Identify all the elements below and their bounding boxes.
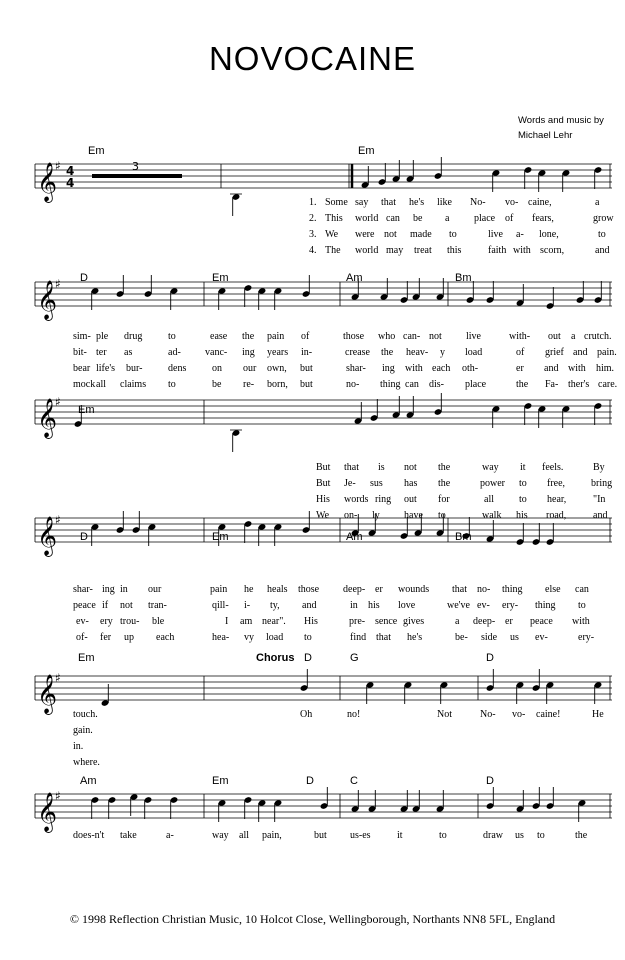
lyric-syllable: re- [243, 379, 255, 390]
lyric-syllable: His [316, 494, 330, 505]
lyric-syllable: free, [547, 478, 566, 489]
chord-symbol: D [306, 775, 314, 787]
lyric-syllable: we've [447, 600, 470, 611]
lyric-syllable: drug [124, 331, 143, 342]
lyric-syllable: deep- [343, 584, 366, 595]
lyric-syllable: touch. [73, 709, 98, 720]
lyric-syllable: tran- [148, 600, 167, 611]
lyric-syllable: thing [535, 600, 556, 611]
time-signature-bottom: 4 [66, 176, 75, 190]
chord-symbol: G [350, 652, 359, 664]
lyric-syllable: be [212, 379, 222, 390]
lyric-syllable: thing [380, 379, 401, 390]
lyric-syllable: made [410, 229, 432, 240]
lyric-syllable: ev- [535, 632, 548, 643]
lyric-syllable: shar- [73, 584, 93, 595]
lyric-syllable: treat [414, 245, 432, 256]
lyric-syllable: and [573, 347, 588, 358]
lyric-syllable: has [404, 478, 418, 489]
lyric-syllable: it [520, 462, 526, 473]
lyric-syllable: be [413, 213, 423, 224]
lyric-syllable: those [343, 331, 365, 342]
lyric-syllable: the [242, 331, 255, 342]
lyric-syllable: to [439, 830, 447, 841]
lyric-syllable: with [513, 245, 531, 256]
lyric-syllable: with [405, 363, 423, 374]
lyric-syllable: er [516, 363, 524, 374]
lyric-syllable: no! [347, 709, 361, 720]
chord-symbol: D [304, 652, 312, 664]
sharp-icon: ♯ [55, 159, 61, 173]
lyric-syllable: be- [455, 632, 468, 643]
lyric-syllable: ad- [168, 347, 181, 358]
song-title: NOVOCAINE [208, 40, 417, 77]
lyric-syllable: does-n't [73, 830, 105, 841]
lyric-syllable: I [225, 616, 229, 627]
lyric-syllable: pain. [597, 347, 617, 358]
lyric-syllable: that [344, 462, 359, 473]
lyric-syllable: take [120, 830, 137, 841]
lyric-syllable: place [465, 379, 487, 390]
sharp-icon: ♯ [55, 513, 61, 527]
lyric-syllable: all [239, 830, 249, 841]
lyric-syllable: ery [100, 616, 113, 627]
lyric-syllable: love [398, 600, 416, 611]
lyric-syllable: ing [382, 363, 395, 374]
lyric-syllable: 3. [309, 229, 317, 240]
lyric-syllable: a- [516, 229, 524, 240]
lyric-syllable: to [168, 379, 176, 390]
lyric-syllable: heav- [406, 347, 429, 358]
chord-symbol: D [486, 775, 494, 787]
lyric-syllable: bur- [126, 363, 143, 374]
lyric-syllable: a [445, 213, 450, 224]
lyric-syllable: it [397, 830, 403, 841]
lyric-syllable: with [568, 363, 586, 374]
lyric-syllable: ery- [502, 600, 519, 611]
lyric-syllable: for [438, 494, 450, 505]
lyric-syllable: a [455, 616, 460, 627]
lyric-syllable: the [575, 830, 588, 841]
chord-symbol: Bm [455, 272, 472, 284]
lyric-syllable: ther's [568, 379, 590, 390]
credit-line: Words and music by [518, 115, 604, 126]
lyric-syllable: in [120, 584, 128, 595]
lyric-syllable: His [304, 616, 318, 627]
chord-symbol: Em [78, 404, 95, 416]
lyric-syllable: er [505, 616, 513, 627]
time-signature-top: 4 [66, 164, 75, 178]
treble-clef-icon: 𝄞 [37, 162, 58, 202]
lyric-syllable: not [384, 229, 397, 240]
lyric-syllable: he [244, 584, 254, 595]
lyric-syllable: sus [370, 478, 383, 489]
lyric-syllable: that [381, 197, 396, 208]
chord-symbol: Am [346, 272, 363, 284]
lyric-syllable: is [378, 462, 385, 473]
copyright-notice: © 1998 Reflection Christian Music, 10 Holcot Close, Wellingborough, Northants NN8 5FL, England [69, 912, 556, 926]
chord-symbol: Em [358, 145, 375, 157]
lyric-syllable: He [592, 709, 604, 720]
lyric-syllable: if [102, 600, 109, 611]
chord-symbol: Em [212, 272, 229, 284]
lyric-syllable: but [300, 379, 313, 390]
lyric-syllable: pre- [349, 616, 366, 627]
lyric-syllable: pain [267, 331, 285, 342]
lyric-syllable: ease [210, 331, 228, 342]
chord-symbol: Em [212, 531, 229, 543]
lyric-syllable: power [480, 478, 505, 489]
lyric-syllable: own, [267, 363, 287, 374]
chord-symbol: Bm [455, 531, 472, 543]
lyric-syllable: feels. [542, 462, 564, 473]
lyric-syllable: The [325, 245, 341, 256]
lyric-syllable: in [350, 600, 358, 611]
lyric-syllable: those [298, 584, 320, 595]
lyric-syllable: ring [375, 494, 392, 505]
lyric-syllable: all [96, 379, 106, 390]
lyric-syllable: can [386, 213, 400, 224]
lyric-syllable: a- [166, 830, 174, 841]
lyric-syllable: of [301, 331, 310, 342]
lyric-syllable: fears, [532, 213, 554, 224]
lyric-syllable: grief [545, 347, 564, 358]
lyric-syllable: on [212, 363, 222, 374]
lyric-syllable: grow [593, 213, 614, 224]
lyric-syllable: with- [509, 331, 531, 342]
lyric-syllable: that [452, 584, 467, 595]
lyric-syllable: ter [96, 347, 107, 358]
lyric-syllable: ple [96, 331, 109, 342]
lyric-syllable: peace [530, 616, 553, 627]
sharp-icon: ♯ [55, 395, 61, 409]
lyric-syllable: years [267, 347, 289, 358]
lyric-syllable: ery- [578, 632, 595, 643]
lyric-syllable: crutch. [584, 331, 612, 342]
lyric-syllable: load [465, 347, 483, 358]
lyric-syllable: ing [242, 347, 255, 358]
chord-symbol: Am [346, 531, 363, 543]
lyric-syllable: his [516, 510, 528, 521]
treble-clef-icon: 𝄞 [37, 792, 58, 832]
lyric-syllable: caine, [528, 197, 552, 208]
lyric-syllable: born, [267, 379, 288, 390]
lyric-syllable: our [243, 363, 257, 374]
lyric-syllable: were [355, 229, 375, 240]
lyric-syllable: that [376, 632, 391, 643]
lyric-syllable: up [124, 632, 134, 643]
lyric-syllable: Not [437, 709, 452, 720]
lyric-syllable: claims [120, 379, 147, 390]
lyric-syllable: ly [372, 510, 380, 521]
lyric-syllable: er [375, 584, 383, 595]
lyric-syllable: each [432, 363, 451, 374]
lyric-syllable: Je- [344, 478, 356, 489]
lyric-syllable: to [519, 478, 527, 489]
lyric-syllable: ing [102, 584, 115, 595]
lyric-syllable: We [325, 229, 339, 240]
lyric-syllable: to [304, 632, 312, 643]
treble-clef-icon: 𝄞 [37, 398, 58, 438]
chord-symbol: Em [212, 775, 229, 787]
treble-clef-icon: 𝄞 [37, 674, 58, 714]
lyric-syllable: No- [470, 197, 486, 208]
lyric-syllable: who [378, 331, 396, 342]
chord-symbol: D [80, 531, 88, 543]
lyric-syllable: else [545, 584, 561, 595]
lyric-syllable: in. [73, 741, 84, 752]
lyric-syllable: load [266, 632, 284, 643]
lyric-syllable: caine! [536, 709, 561, 720]
lyric-syllable: not [404, 462, 417, 473]
sharp-icon: ♯ [55, 789, 61, 803]
lyric-syllable: gain. [73, 725, 93, 736]
lyric-syllable: bring [591, 478, 613, 489]
sharp-icon: ♯ [55, 671, 61, 685]
lyric-syllable: not [120, 600, 133, 611]
lyric-syllable: in- [301, 347, 313, 358]
lyric-syllable: pain [210, 584, 228, 595]
lyric-syllable: to [438, 510, 446, 521]
lyric-syllable: to [537, 830, 545, 841]
lyric-syllable: "In [593, 494, 606, 505]
lyric-syllable: faith [488, 245, 507, 256]
lyric-syllable: vanc- [205, 347, 228, 358]
lyric-syllable: no- [346, 379, 360, 390]
lyric-syllable: us [515, 830, 524, 841]
lyric-syllable: us [510, 632, 519, 643]
lyric-syllable: life's [96, 363, 116, 374]
lyric-syllable: can [575, 584, 589, 595]
chord-symbol: D [486, 652, 494, 664]
chord-symbol: Am [80, 775, 97, 787]
lyric-syllable: trou- [120, 616, 140, 627]
lyric-syllable: hea- [212, 632, 230, 643]
lyric-syllable: i- [244, 600, 251, 611]
lyric-syllable: live [466, 331, 481, 342]
credit-line: Michael Lehr [518, 130, 573, 141]
lyric-syllable: vy [244, 632, 254, 643]
lyric-syllable: the [381, 347, 394, 358]
lyric-syllable: to [519, 494, 527, 505]
lyric-syllable: ty, [270, 600, 280, 611]
chord-symbol: D [80, 272, 88, 284]
lyric-syllable: live [488, 229, 503, 240]
lyric-syllable: By [593, 462, 605, 473]
chorus-label: Chorus [256, 652, 295, 664]
lyric-syllable: dens [168, 363, 187, 374]
lyric-syllable: wounds [398, 584, 430, 595]
lyric-syllable: out [404, 494, 417, 505]
lyric-syllable: crease [345, 347, 370, 358]
lyric-syllable: where. [73, 757, 100, 768]
lyric-syllable: each [156, 632, 175, 643]
lyric-syllable: vo- [512, 709, 526, 720]
lyric-syllable: draw [483, 830, 503, 841]
lyric-syllable: him. [596, 363, 615, 374]
lyric-syllable: but [314, 830, 327, 841]
chord-symbol: Em [88, 145, 105, 157]
lyric-syllable: heals [267, 584, 288, 595]
lyric-syllable: bear [73, 363, 91, 374]
lyric-syllable: like [437, 197, 452, 208]
lyric-syllable: and [302, 600, 317, 611]
lyric-syllable: all [484, 494, 494, 505]
lyric-syllable: of- [76, 632, 88, 643]
lyric-syllable: with [572, 616, 590, 627]
lyric-syllable: fer [100, 632, 112, 643]
lyric-syllable: no- [477, 584, 491, 595]
lyric-syllable: to [578, 600, 586, 611]
lyric-syllable: can- [403, 331, 421, 342]
lyric-syllable: Oh [300, 709, 313, 720]
lyric-syllable: ev- [76, 616, 89, 627]
lyric-syllable: We [316, 510, 330, 521]
lyric-syllable: dis- [429, 379, 444, 390]
lyric-syllable: am [240, 616, 253, 627]
lyric-syllable: peace [73, 600, 96, 611]
lyric-syllable: near". [262, 616, 286, 627]
lyric-syllable: to [449, 229, 457, 240]
lyric-syllable: and [544, 363, 559, 374]
lyric-syllable: ble [152, 616, 165, 627]
lyric-syllable: qill- [212, 600, 229, 611]
lyric-syllable: may [386, 245, 404, 256]
lyric-syllable: This [325, 213, 343, 224]
lyric-syllable: way [212, 830, 229, 841]
lyric-syllable: to [168, 331, 176, 342]
lyric-syllable: say [355, 197, 369, 208]
lyric-syllable: deep- [473, 616, 496, 627]
lyric-syllable: our [148, 584, 162, 595]
lyric-syllable: gives [403, 616, 425, 627]
lyric-syllable: 2. [309, 213, 317, 224]
lyric-syllable: of [516, 347, 525, 358]
lyric-syllable: 4. [309, 245, 317, 256]
lyric-syllable: care. [598, 379, 618, 390]
lyric-syllable: walk [482, 510, 502, 521]
lyric-syllable: pain, [262, 830, 282, 841]
lyric-syllable: sim- [73, 331, 91, 342]
lyric-syllable: vo- [505, 197, 519, 208]
lyric-syllable: as [124, 347, 133, 358]
multimeasure-rest [92, 174, 182, 178]
multirest-count: 3 [132, 160, 139, 173]
lyric-syllable: can [405, 379, 419, 390]
lyric-syllable: this [447, 245, 462, 256]
lyric-syllable: ev- [477, 600, 490, 611]
lyric-syllable: to [598, 229, 606, 240]
lyric-syllable: he's [407, 632, 423, 643]
sharp-icon: ♯ [55, 277, 61, 291]
lyric-syllable: on- [344, 510, 358, 521]
lyric-syllable: the [438, 478, 451, 489]
lyric-syllable: side [481, 632, 498, 643]
lyric-syllable: the [438, 462, 451, 473]
lyric-syllable: thing [502, 584, 523, 595]
treble-clef-icon: 𝄞 [37, 516, 58, 556]
lyric-syllable: world [355, 245, 379, 256]
lyric-syllable: scorn, [540, 245, 565, 256]
lyric-syllable: 1. [309, 197, 317, 208]
chord-symbol: Em [78, 652, 95, 664]
lyric-syllable: bit- [73, 347, 87, 358]
lyric-syllable: have [404, 510, 423, 521]
lyric-syllable: No- [480, 709, 496, 720]
lyric-syllable: oth- [462, 363, 479, 374]
lyric-syllable: not [429, 331, 442, 342]
lyric-syllable: Some [325, 197, 348, 208]
lyric-syllable: us-es [350, 830, 371, 841]
lyric-syllable: words [344, 494, 369, 505]
lyric-syllable: his [368, 600, 380, 611]
lyric-syllable: hear, [547, 494, 567, 505]
lyric-syllable: lone, [539, 229, 559, 240]
lyric-syllable: y [440, 347, 445, 358]
lyric-syllable: a [571, 331, 576, 342]
lyric-syllable: but [300, 363, 313, 374]
lyric-syllable: road, [546, 510, 567, 521]
lyric-syllable: But [316, 478, 331, 489]
chord-symbol: C [350, 775, 358, 787]
lyric-syllable: But [316, 462, 331, 473]
lyric-syllable: world [355, 213, 379, 224]
lyric-syllable: sence [375, 616, 398, 627]
lyric-syllable: the [516, 379, 529, 390]
lyric-syllable: a [595, 197, 600, 208]
lyric-syllable: shar- [346, 363, 366, 374]
lyric-syllable: he's [409, 197, 425, 208]
lyric-syllable: out [548, 331, 561, 342]
treble-clef-icon: 𝄞 [37, 280, 58, 320]
lyric-syllable: find [350, 632, 367, 643]
lyric-syllable: place [474, 213, 496, 224]
lyric-syllable: mock [73, 379, 96, 390]
lyric-syllable: Fa- [545, 379, 559, 390]
lyric-syllable: of [505, 213, 514, 224]
lyric-syllable: and [595, 245, 610, 256]
lyric-syllable: way [482, 462, 499, 473]
lyric-syllable: and [593, 510, 608, 521]
